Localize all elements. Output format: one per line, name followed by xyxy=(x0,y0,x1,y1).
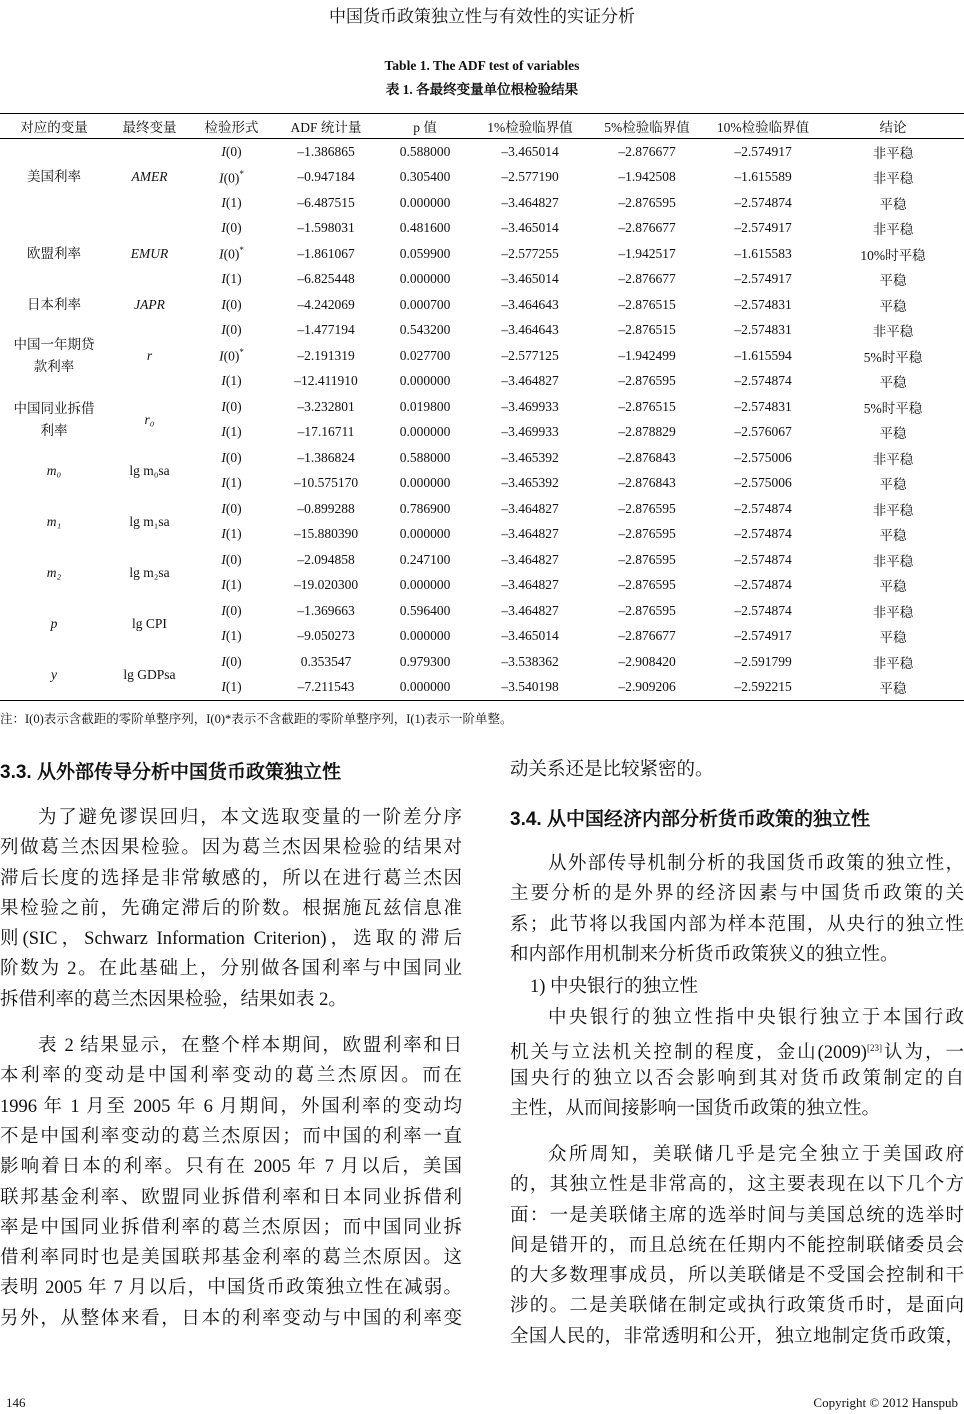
test-form: I(0) xyxy=(221,602,242,618)
adf-statistic: –1.477194 xyxy=(297,322,355,338)
adf-statistic: 0.353547 xyxy=(300,653,352,669)
adf-statistic: –10.575170 xyxy=(293,475,359,491)
subheading-central-bank: 1) 中央银行的独立性 xyxy=(530,977,699,997)
paragraph-line: 另外，从整体来看，日本的利率变动与中国的利率变 xyxy=(0,1308,462,1329)
conclusion: 平稳 xyxy=(822,675,964,701)
p-value: 0.059900 xyxy=(399,245,451,261)
variable-name: 中国一年期贷款利率 xyxy=(13,336,95,374)
critical-10pct: –2.592215 xyxy=(704,675,822,701)
table-row xyxy=(0,139,964,165)
paragraph xyxy=(0,803,462,1015)
table-row xyxy=(0,292,964,318)
p-value: 0.000000 xyxy=(399,526,451,542)
paragraph-line: 果检验之前，先确定滞后的阶数。根据施瓦兹信息准 xyxy=(0,898,462,919)
adf-statistic: –1.861067 xyxy=(297,245,355,261)
conclusion: 平稳 xyxy=(879,528,907,544)
p-value: 0.000000 xyxy=(380,675,470,701)
test-form: I(1) xyxy=(221,424,242,440)
paragraph-line: 借利率同时也是美国联邦基金利率的葛兰杰原因。这 xyxy=(0,1248,462,1269)
conclusion: 非平稳 xyxy=(872,451,914,467)
table-title-en: Table 1. The ADF test of variables xyxy=(384,58,580,73)
adf-test-table xyxy=(0,113,964,701)
variable-name: m₁ xyxy=(46,513,62,529)
critical-5pct: –2.876595 xyxy=(618,551,676,567)
adf-statistic: –0.947184 xyxy=(297,169,355,185)
variable-name: 日本利率 xyxy=(27,296,81,312)
p-value: 0.247100 xyxy=(399,551,451,567)
critical-1pct: –3.538362 xyxy=(501,653,559,669)
paragraph-line: 表 2 结果显示，在整个样本期间，欧盟利率和日 xyxy=(38,1036,462,1057)
critical-5pct: –1.942508 xyxy=(618,169,676,185)
paragraph xyxy=(0,1031,462,1334)
adf-statistic: –17.16711 xyxy=(297,424,355,440)
paragraph-line: 全国人民的，非常透明和公开，独立地制定货币政策， xyxy=(510,1326,964,1347)
critical-5pct: –2.876595 xyxy=(618,500,676,516)
adf-statistic: –15.880390 xyxy=(293,526,359,542)
critical-10pct: –2.574831 xyxy=(734,398,792,414)
critical-5pct: –2.876595 xyxy=(618,373,676,389)
conclusion: 平稳 xyxy=(879,630,907,646)
conclusion: 非平稳 xyxy=(872,222,914,238)
table-row xyxy=(0,318,964,344)
column-header: 1%检验临界值 xyxy=(470,114,590,139)
test-form: I(1) xyxy=(191,675,272,701)
conclusion: 非平稳 xyxy=(872,324,914,340)
table-row xyxy=(0,496,964,522)
critical-5pct: –2.876843 xyxy=(618,449,676,465)
paragraph-line: 众所周知，美联储几乎是完全独立于美国政府 xyxy=(548,1145,964,1165)
critical-10pct: –1.615583 xyxy=(734,245,792,261)
table-row xyxy=(0,216,964,242)
critical-5pct: –2.876677 xyxy=(618,220,676,236)
critical-10pct: –2.574917 xyxy=(734,143,792,159)
test-form: I(1) xyxy=(221,475,242,491)
p-value: 0.305400 xyxy=(399,169,451,185)
final-variable: lg CPI xyxy=(132,615,167,631)
critical-5pct: –1.942517 xyxy=(618,245,676,261)
final-variable: lg GDPsa xyxy=(108,649,191,701)
conclusion: 非平稳 xyxy=(872,171,914,187)
critical-1pct: –3.465014 xyxy=(501,271,559,287)
test-form: I(0)* xyxy=(219,245,244,262)
adf-statistic: –1.598031 xyxy=(297,220,355,236)
p-value: 0.000000 xyxy=(399,475,451,491)
paragraph-line: 拆借利率的葛兰杰因果检验，结果如表 2。 xyxy=(0,989,347,1010)
adf-statistic: –6.487515 xyxy=(297,194,355,210)
critical-10pct: –2.574917 xyxy=(734,220,792,236)
paragraph-line: 率是中国同业拆借利率的葛兰杰原因；而中国同业拆 xyxy=(0,1217,462,1238)
p-value: 0.786900 xyxy=(399,500,451,516)
p-value: 0.481600 xyxy=(399,220,451,236)
conclusion: 平稳 xyxy=(879,579,907,595)
paragraph-line: 的大多数理事成员，所以美联储是不受国会控制和干 xyxy=(510,1266,964,1287)
critical-1pct: –2.577255 xyxy=(501,245,559,261)
critical-5pct: –2.876843 xyxy=(618,475,676,491)
table-header-row xyxy=(0,114,964,139)
adf-statistic: –6.825448 xyxy=(297,271,355,287)
p-value: 0.000000 xyxy=(399,373,451,389)
critical-10pct: –2.591799 xyxy=(734,653,792,669)
column-header: 对应的变量 xyxy=(0,114,108,139)
critical-1pct: –3.464643 xyxy=(501,296,559,312)
conclusion: 平稳 xyxy=(879,426,907,442)
p-value: 0.000700 xyxy=(399,296,451,312)
column-header: ADF 统计量 xyxy=(272,114,380,139)
critical-10pct: –2.574874 xyxy=(734,602,792,618)
critical-10pct: –2.574874 xyxy=(734,577,792,593)
paragraph-line: 影响着日本的利率。只有在 2005 年 7 月以后，美国 xyxy=(0,1157,462,1178)
critical-5pct: –2.876595 xyxy=(618,602,676,618)
test-form: I(1) xyxy=(221,271,242,287)
paragraph-line: 1996 年 1 月至 2005 年 6 月期间，外国利率的变动均 xyxy=(0,1096,462,1117)
adf-statistic: –2.094858 xyxy=(297,551,355,567)
conclusion: 平稳 xyxy=(879,298,907,314)
table-row xyxy=(0,394,964,420)
section-heading-3-3: 3.3. 从外部传导分析中国货币政策独立性 xyxy=(0,762,341,783)
test-form: I(0)* xyxy=(219,347,244,364)
p-value: 0.000000 xyxy=(399,271,451,287)
conclusion: 平稳 xyxy=(879,375,907,391)
critical-10pct: –2.574831 xyxy=(734,296,792,312)
paragraph-line: 列做葛兰杰因果检验。因为葛兰杰因果检验的结果对 xyxy=(0,838,462,859)
adf-statistic: –4.242069 xyxy=(297,296,355,312)
critical-5pct: –2.876677 xyxy=(618,143,676,159)
adf-statistic: –1.386865 xyxy=(297,143,355,159)
critical-5pct: –2.876515 xyxy=(618,398,676,414)
running-head: 中国货币政策独立性与有效性的实证分析 xyxy=(329,7,635,26)
final-variable: r xyxy=(146,347,153,363)
adf-statistic: –1.386824 xyxy=(297,449,355,465)
p-value: 0.019800 xyxy=(399,398,451,414)
adf-statistic: –0.899288 xyxy=(297,500,355,516)
critical-5pct: –2.876677 xyxy=(618,271,676,287)
paragraph-line: 表明 2005 年 7 月以后，中国货币政策独立性在减弱。 xyxy=(0,1278,462,1299)
critical-5pct: –2.909206 xyxy=(590,675,704,701)
critical-1pct: –3.464827 xyxy=(501,500,559,516)
test-form: I(0) xyxy=(221,500,242,516)
paragraph-line: 滞后长度的选择是非常敏感的，所以在进行葛兰杰因 xyxy=(0,868,462,889)
test-form: I(1) xyxy=(221,526,242,542)
p-value: 0.588000 xyxy=(399,143,451,159)
conclusion: 平稳 xyxy=(879,273,907,289)
p-value: 0.979300 xyxy=(399,653,451,669)
table-row xyxy=(0,649,964,675)
paragraph-line: 为了避免谬误回归，本文选取变量的一阶差分序 xyxy=(38,808,462,828)
p-value: 0.000000 xyxy=(399,628,451,644)
adf-statistic: –3.232801 xyxy=(297,398,355,414)
test-form: I(0)* xyxy=(219,168,244,185)
critical-1pct: –3.469933 xyxy=(501,398,559,414)
test-form: I(0) xyxy=(221,143,242,159)
critical-1pct: –3.469933 xyxy=(501,424,559,440)
critical-5pct: –1.942499 xyxy=(618,347,676,363)
test-form: I(1) xyxy=(221,373,242,389)
critical-1pct: –3.465014 xyxy=(501,220,559,236)
adf-statistic: –7.211543 xyxy=(272,675,380,701)
column-header: 5%检验临界值 xyxy=(590,114,704,139)
critical-10pct: –1.615594 xyxy=(734,347,792,363)
final-variable: JAPR xyxy=(134,296,165,312)
test-form: I(0) xyxy=(221,398,242,414)
test-form: I(0) xyxy=(221,653,242,669)
conclusion: 非平稳 xyxy=(872,145,914,161)
p-value: 0.000000 xyxy=(399,577,451,593)
conclusion: 5%时平稳 xyxy=(863,349,923,365)
paragraph-line: 中央银行的独立性指中央银行独立于本国行政 xyxy=(548,1008,964,1028)
continuation-text: 动关系还是比较紧密的。 xyxy=(510,760,714,780)
conclusion: 平稳 xyxy=(879,196,907,212)
critical-1pct: –3.464827 xyxy=(501,373,559,389)
paragraph-line: 不是中国利率变动的葛兰杰原因；而中国的利率一直 xyxy=(0,1126,462,1147)
variable-name: 美国利率 xyxy=(27,169,81,185)
critical-5pct: –2.908420 xyxy=(618,653,676,669)
adf-statistic: –19.020300 xyxy=(293,577,359,593)
paragraph-line: 面：一是美联储主席的选举时间与美国总统的选举时 xyxy=(510,1205,964,1226)
final-variable: AMER xyxy=(131,169,168,185)
final-variable: lg m₁sa xyxy=(129,513,170,529)
table-footnote: 注：I(0)表示含截距的零阶单整序列，I(0)*表示不含截距的零阶单整序列，I(1)表示一阶单整。 xyxy=(0,712,513,726)
critical-1pct: –3.464827 xyxy=(501,602,559,618)
critical-1pct: –3.464827 xyxy=(501,577,559,593)
test-form: I(0) xyxy=(221,220,242,236)
variable-name: p xyxy=(50,615,58,631)
test-form: I(1) xyxy=(221,628,242,644)
copyright: Copyright © 2012 Hanspub xyxy=(813,1395,958,1410)
table-title-zh: 表 1. 各最终变量单位根检验结果 xyxy=(385,82,579,97)
critical-10pct: –2.574917 xyxy=(734,271,792,287)
page-number: 146 xyxy=(6,1395,26,1410)
final-variable: lg m₂sa xyxy=(129,564,170,580)
adf-statistic: –12.411910 xyxy=(294,373,358,389)
column-header: 检验形式 xyxy=(191,114,272,139)
p-value: 0.027700 xyxy=(399,347,451,363)
final-variable: lg m₀sa xyxy=(129,462,170,478)
variable-name: m₀ xyxy=(46,462,62,478)
paragraph-line: 主性，从而间接影响一国货币政策的独立性。 xyxy=(510,1098,881,1119)
test-form: I(0) xyxy=(221,296,242,312)
paragraph-line: 国央行的独立以否会影响到其对货币政策制定的自 xyxy=(510,1068,964,1089)
critical-5pct: –2.876595 xyxy=(618,577,676,593)
paragraph-line: 间是错开的，而且总统在任期内不能控制联储委员会 xyxy=(510,1235,964,1256)
column-header: 结论 xyxy=(822,114,964,139)
paragraph-line: 的，其独立性是非常高的，这主要表现在以下几个方 xyxy=(510,1175,964,1196)
column-header: 10%检验临界值 xyxy=(704,114,822,139)
table-row xyxy=(0,445,964,471)
critical-5pct: –2.876677 xyxy=(618,628,676,644)
critical-1pct: –2.577190 xyxy=(501,169,559,185)
paragraph-line: 涉的。二是美联储在制定或执行政策货币时，是面向 xyxy=(510,1296,964,1317)
critical-5pct: –2.876515 xyxy=(618,296,676,312)
final-variable: r₀ xyxy=(144,411,155,427)
critical-1pct: –3.465014 xyxy=(501,143,559,159)
section-heading-3-4: 3.4. 从中国经济内部分析货币政策的独立性 xyxy=(510,809,870,830)
paragraph-line: 和内部作用机制来分析货币政策狭义的独立性。 xyxy=(510,944,899,965)
paragraph-line: 联邦基金利率、欧盟同业拆借利率和日本同业拆借利 xyxy=(0,1187,462,1208)
adf-statistic: –9.050273 xyxy=(297,628,355,644)
critical-1pct: –3.464827 xyxy=(501,194,559,210)
variable-name: m₂ xyxy=(46,564,62,580)
test-form: I(0) xyxy=(221,322,242,338)
p-value: 0.543200 xyxy=(399,322,451,338)
conclusion: 10%时平稳 xyxy=(860,247,926,263)
critical-1pct: –3.540198 xyxy=(470,675,590,701)
paragraph-line: 主要分析的是外界的经济因素与中国货币政策的关 xyxy=(510,884,964,905)
adf-statistic: –2.191319 xyxy=(297,347,355,363)
critical-10pct: –2.574917 xyxy=(734,628,792,644)
conclusion: 非平稳 xyxy=(872,604,914,620)
paragraph-line: 阶数为 2。在此基础上，分别做各国利率与中国同业 xyxy=(0,959,462,980)
variable-name: 中国同业拆借利率 xyxy=(13,400,95,438)
p-value: 0.000000 xyxy=(399,424,451,440)
conclusion: 平稳 xyxy=(879,477,907,493)
conclusion: 非平稳 xyxy=(872,655,914,671)
critical-10pct: –2.576067 xyxy=(734,424,792,440)
critical-5pct: –2.876595 xyxy=(618,526,676,542)
critical-1pct: –3.465014 xyxy=(501,628,559,644)
final-variable: EMUR xyxy=(130,245,169,261)
critical-1pct: –3.464827 xyxy=(501,526,559,542)
column-header: p 值 xyxy=(380,114,470,139)
critical-10pct: –2.574874 xyxy=(734,194,792,210)
conclusion: 非平稳 xyxy=(872,553,914,569)
critical-1pct: –3.465392 xyxy=(501,449,559,465)
critical-1pct: –2.577125 xyxy=(501,347,559,363)
critical-1pct: –3.465392 xyxy=(501,475,559,491)
paragraph-line: 从外部传导机制分析的我国货币政策的独立性， xyxy=(548,854,964,874)
conclusion: 非平稳 xyxy=(872,502,914,518)
paragraph-line: 则(SIC，Schwarz Information Criterion)，选取的滞后 xyxy=(0,929,462,950)
critical-5pct: –2.878829 xyxy=(618,424,676,440)
test-form: I(1) xyxy=(221,194,242,210)
conclusion: 5%时平稳 xyxy=(863,400,923,416)
critical-10pct: –2.574874 xyxy=(734,500,792,516)
critical-10pct: –2.574874 xyxy=(734,373,792,389)
p-value: 0.588000 xyxy=(399,449,451,465)
test-form: I(0) xyxy=(221,449,242,465)
paragraph-line: 机关与立法机关控制的程度，金山(2009)[23]认为，一 xyxy=(510,1043,964,1064)
critical-10pct: –2.575006 xyxy=(734,449,792,465)
critical-5pct: –2.876515 xyxy=(618,322,676,338)
table-row xyxy=(0,547,964,573)
critical-1pct: –3.464643 xyxy=(501,322,559,338)
critical-10pct: –2.575006 xyxy=(734,475,792,491)
paragraph-line: 系；此节将以我国内部为样本范围，从央行的独立性 xyxy=(510,914,964,935)
adf-statistic: –1.369663 xyxy=(297,602,355,618)
test-form: I(0) xyxy=(221,551,242,567)
column-header: 最终变量 xyxy=(108,114,191,139)
variable-name: y xyxy=(0,649,108,701)
variable-name: 欧盟利率 xyxy=(27,245,81,261)
p-value: 0.596400 xyxy=(399,602,451,618)
table-row xyxy=(0,598,964,624)
paragraph-line: 本利率的变动是中国利率变动的葛兰杰原因。而在 xyxy=(0,1066,462,1087)
p-value: 0.000000 xyxy=(399,194,451,210)
test-form: I(1) xyxy=(221,577,242,593)
critical-10pct: –2.574831 xyxy=(734,322,792,338)
critical-10pct: –1.615589 xyxy=(734,169,792,185)
critical-10pct: –2.574874 xyxy=(734,551,792,567)
critical-5pct: –2.876595 xyxy=(618,194,676,210)
critical-10pct: –2.574874 xyxy=(734,526,792,542)
critical-1pct: –3.464827 xyxy=(501,551,559,567)
